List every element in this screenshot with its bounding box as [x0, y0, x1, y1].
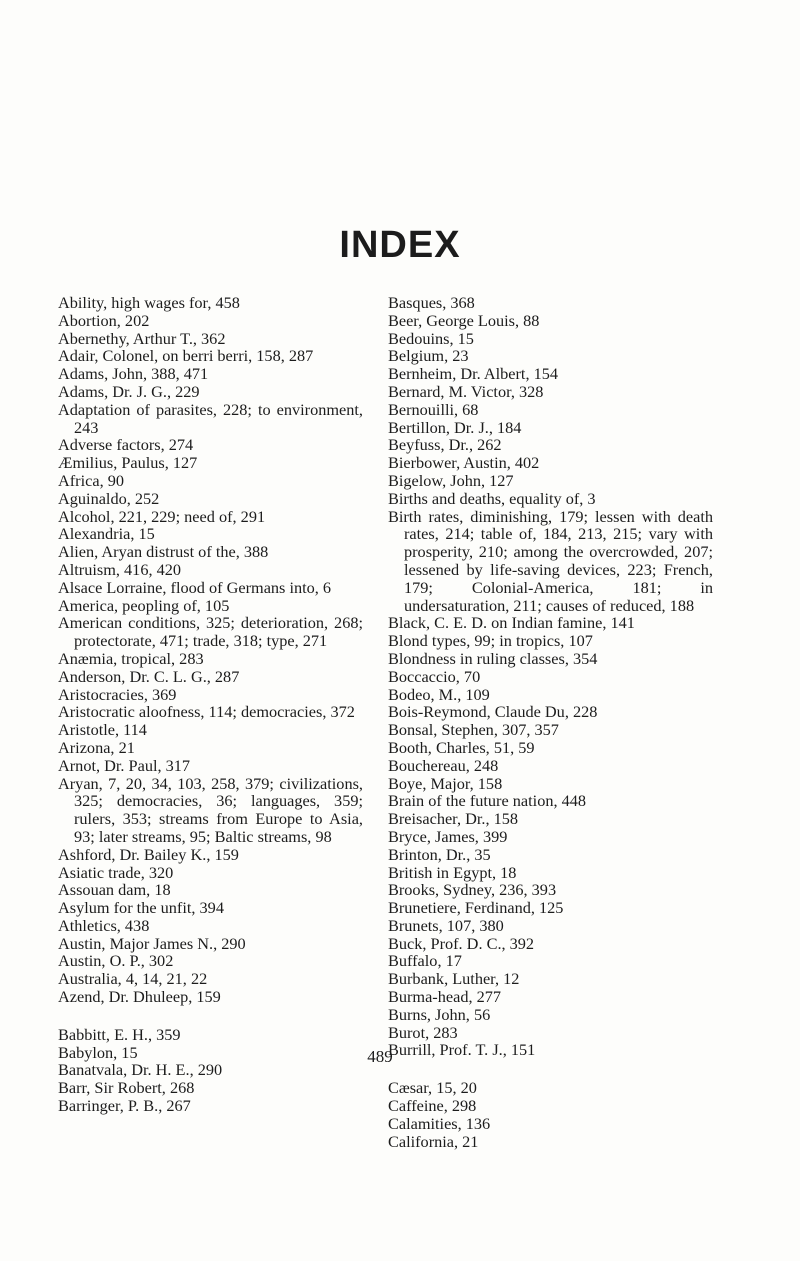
right-column	[388, 294, 713, 1150]
index-entry: Births and deaths, equality of, 3	[388, 488, 596, 508]
index-entry: Adams, John, 388, 471	[58, 364, 209, 384]
index-entry: Blondness in ruling classes, 354	[388, 648, 598, 668]
index-entry: Alexandria, 15	[58, 524, 155, 544]
index-entry: America, peopling of, 105	[58, 595, 230, 615]
index-entry: Aryan, 7, 20, 34, 103, 258, 379; civilizations, 325; democracies, 36; languages, 359; rulers, 353; streams from Europe to Asia, 93; later streams, 95; Baltic streams, 98	[58, 773, 363, 846]
index-entry: Brunets, 107, 380	[388, 915, 504, 935]
index-entry: Buffalo, 17	[388, 951, 462, 971]
index-entry: Abernethy, Arthur T., 362	[58, 328, 226, 348]
index-entry: Brain of the future nation, 448	[388, 791, 587, 811]
index-title: INDEX	[339, 224, 461, 266]
index-entry: California, 21	[388, 1131, 479, 1151]
index-entry: Africa, 90	[58, 470, 124, 490]
index-entry: Bouchereau, 248	[388, 755, 499, 775]
index-entry: Booth, Charles, 51, 59	[388, 737, 535, 757]
index-entry: Æmilius, Paulus, 127	[58, 453, 198, 473]
index-entry: Black, C. E. D. on Indian famine, 141	[388, 613, 635, 633]
index-entry: American conditions, 325; deterioration, 268; protectorate, 471; trade, 318; type, 271	[58, 613, 363, 651]
index-entry: Assouan dam, 18	[58, 880, 171, 900]
index-entry: Babylon, 15	[58, 1042, 138, 1062]
index-entry: Anæmia, tropical, 283	[58, 648, 204, 668]
index-entry: Bonsal, Stephen, 307, 357	[388, 720, 559, 740]
index-entry: Anderson, Dr. C. L. G., 287	[58, 666, 240, 686]
group-separator	[58, 1006, 363, 1026]
index-entry: Beer, George Louis, 88	[388, 310, 540, 330]
index-entry: Barr, Sir Robert, 268	[58, 1078, 195, 1098]
index-entry: Aristocratic aloofness, 114; democracies, 372	[58, 702, 355, 722]
index-entry: Bedouins, 15	[388, 328, 474, 348]
index-entry: Ability, high wages for, 458	[58, 293, 240, 312]
index-entry: Austin, O. P., 302	[58, 951, 174, 971]
index-entry: Beyfuss, Dr., 262	[388, 435, 502, 455]
index-entry: Brooks, Sydney, 236, 393	[388, 880, 557, 900]
index-entry: Burns, John, 56	[388, 1004, 491, 1024]
index-entry: Asiatic trade, 320	[58, 862, 174, 882]
index-entry: Alcohol, 221, 229; need of, 291	[58, 506, 266, 526]
index-entry: Birth rates, diminishing, 179; lessen with death rates, 214; table of, 184, 213, 215; vary with prosperity, 210; among the overcrowded, 207; lessened by life-saving devices, 223; French, 179; Colonial-America, 181; in undersaturation, 211; causes of reduced, 188	[388, 506, 713, 615]
index-entry: Bertillon, Dr. J., 184	[388, 417, 522, 437]
index-entry: Altruism, 416, 420	[58, 559, 182, 579]
index-entry: Asylum for the unfit, 394	[58, 898, 224, 918]
index-entry: Cæsar, 15, 20	[388, 1078, 477, 1098]
index-entry: Burma-head, 277	[388, 987, 502, 1007]
index-entry: Bryce, James, 399	[388, 826, 508, 846]
index-entry: Austin, Major James N., 290	[58, 933, 246, 953]
index-entry: Barringer, P. B., 267	[58, 1096, 191, 1116]
index-entry: Bernheim, Dr. Albert, 154	[388, 364, 559, 384]
index-entry: Calamities, 136	[388, 1113, 491, 1133]
index-entry: Adams, Dr. J. G., 229	[58, 381, 200, 401]
index-entry: Abortion, 202	[58, 310, 150, 330]
index-entry: Alsace Lorraine, flood of Germans into, 6	[58, 577, 332, 597]
index-entry: Adair, Colonel, on berri berri, 158, 287	[58, 346, 314, 366]
index-entry: Ashford, Dr. Bailey K., 159	[58, 844, 239, 864]
index-entry: Adverse factors, 274	[58, 435, 194, 455]
index-entry: Burot, 283	[388, 1022, 458, 1042]
index-group-b	[58, 1026, 363, 1115]
left-column	[58, 294, 363, 1115]
index-entry: Breisacher, Dr., 158	[388, 809, 519, 829]
index-entry: Bigelow, John, 127	[388, 470, 514, 490]
index-entry: Alien, Aryan distrust of the, 388	[58, 542, 269, 562]
index-entry: Aguinaldo, 252	[58, 488, 160, 508]
index-entry: Brinton, Dr., 35	[388, 844, 491, 864]
index-entry: Blond types, 99; in tropics, 107	[388, 631, 593, 651]
index-entry: Aristotle, 114	[58, 720, 147, 740]
index-entry: Brunetiere, Ferdinand, 125	[388, 898, 564, 918]
index-entry: Azend, Dr. Dhuleep, 159	[58, 987, 221, 1007]
index-group-b	[388, 1079, 713, 1150]
index-entry: Bernouilli, 68	[388, 399, 479, 419]
index-entry: British in Egypt, 18	[388, 862, 517, 882]
index-entry: Aristocracies, 369	[58, 684, 177, 704]
index-entry: Basques, 368	[388, 293, 475, 312]
index-entry: Babbitt, E. H., 359	[58, 1024, 181, 1044]
index-entry: Arnot, Dr. Paul, 317	[58, 755, 191, 775]
index-entry: Arizona, 21	[58, 737, 135, 757]
index-entry: Buck, Prof. D. C., 392	[388, 933, 535, 953]
index-group-a	[58, 294, 363, 1006]
index-entry: Banatvala, Dr. H. E., 290	[58, 1060, 223, 1080]
index-entry: Belgium, 23	[388, 346, 469, 366]
index-entry: Bodeo, M., 109	[388, 684, 490, 704]
index-entry: Australia, 4, 14, 21, 22	[58, 969, 208, 989]
index-entry: Bois-Reymond, Claude Du, 228	[388, 702, 598, 722]
index-group-a	[388, 294, 713, 1059]
index-entry: Adaptation of parasites, 228; to environment, 243	[58, 399, 363, 437]
index-entry: Bierbower, Austin, 402	[388, 453, 540, 473]
index-entry: Boccaccio, 70	[388, 666, 481, 686]
page-number: 489	[367, 1047, 393, 1066]
index-entry: Caffeine, 298	[388, 1096, 477, 1116]
index-entry: Burrill, Prof. T. J., 151	[388, 1040, 536, 1060]
index-entry: Bernard, M. Victor, 328	[388, 381, 544, 401]
index-entry: Athletics, 438	[58, 915, 150, 935]
index-entry: Burbank, Luther, 12	[388, 969, 520, 989]
index-entry: Boye, Major, 158	[388, 773, 503, 793]
